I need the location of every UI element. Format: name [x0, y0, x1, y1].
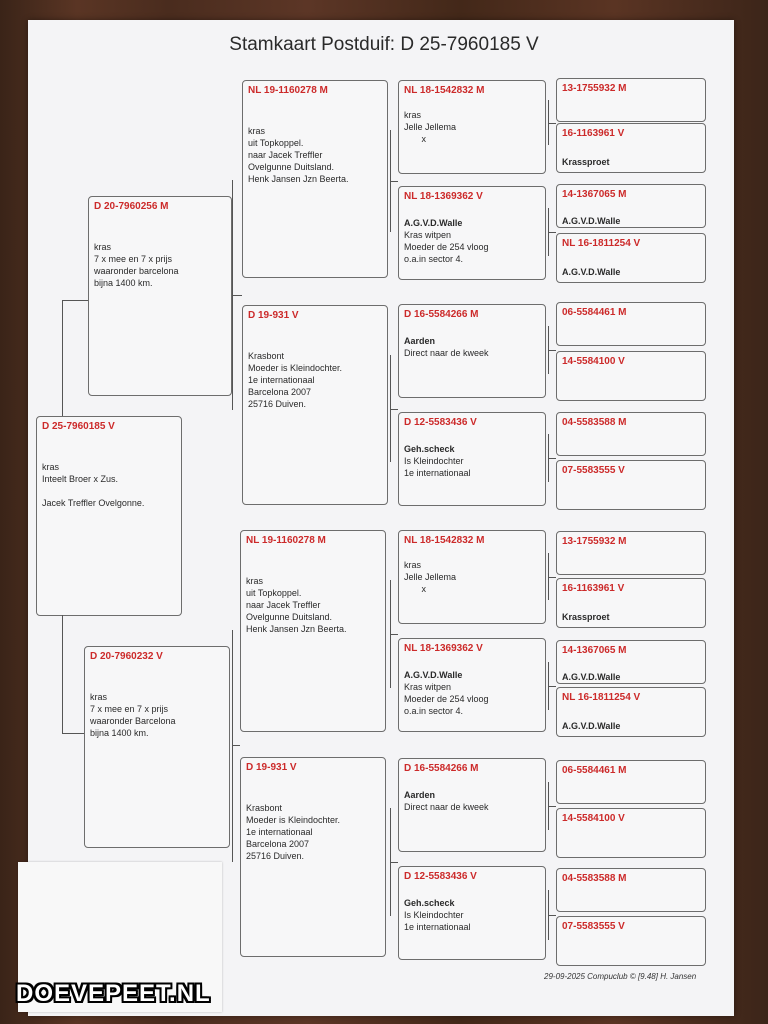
ring-number: D 19-931 V — [246, 762, 297, 773]
pedigree-note: kras — [246, 576, 264, 586]
breeder-name: Geh.scheck — [404, 444, 455, 454]
ring-number: NL 18-1542832 M — [404, 85, 485, 96]
connector-line — [548, 458, 556, 459]
pedigree-subject — [36, 416, 182, 616]
ring-number: 07-5583555 V — [562, 921, 625, 932]
pedigree-note: Jelle Jellema — [404, 572, 457, 582]
pedigree-note: 7 x mee en 7 x prijs — [94, 254, 173, 264]
connector-line — [62, 615, 63, 733]
pedigree-note: Moeder is Kleindochter. — [246, 815, 341, 825]
pedigree-note: Ovelgunne Duitsland. — [246, 612, 333, 622]
pedigree-note: 1e internationaal — [248, 375, 315, 385]
pedigree-great-great-grandparent — [556, 184, 706, 228]
breeder-name: Krassproet — [562, 612, 610, 622]
pedigree-grandparent — [240, 530, 386, 732]
breeder-name: A.G.V.D.Walle — [562, 672, 621, 682]
connector-line — [390, 409, 398, 410]
pedigree-note: 25716 Duiven. — [248, 399, 307, 409]
connector-line — [232, 630, 233, 862]
ring-number: 16-1163961 V — [562, 128, 625, 139]
pedigree-note: Is Kleindochter — [404, 456, 464, 466]
ring-number: 06-5584461 M — [562, 307, 627, 318]
pedigree-note: Henk Jansen Jzn Beerta. — [248, 174, 349, 184]
connector-line — [548, 350, 556, 351]
ring-number: 13-1755932 M — [562, 536, 627, 547]
pedigree-great-grandparent — [398, 412, 546, 506]
pedigree-note: o.a.in sector 4. — [404, 254, 464, 264]
connector-line — [548, 232, 556, 233]
pedigree-note: Moeder is Kleindochter. — [248, 363, 343, 373]
pedigree-great-great-grandparent — [556, 760, 706, 804]
connector-line — [390, 181, 398, 182]
pedigree-great-great-grandparent — [556, 233, 706, 283]
connector-line — [232, 295, 242, 296]
footer-credit: 29-09-2025 Compuclub © [9.48] H. Jansen — [544, 972, 697, 981]
pedigree-great-great-grandparent — [556, 531, 706, 575]
pedigree-great-great-grandparent — [556, 916, 706, 966]
connector-line — [548, 806, 556, 807]
pedigree-great-great-grandparent — [556, 351, 706, 401]
pedigree-great-grandparent — [398, 304, 546, 398]
ring-number: 16-1163961 V — [562, 583, 625, 594]
pedigree-great-grandparent — [398, 530, 546, 624]
pedigree-note: waaronder Barcelona — [90, 716, 176, 726]
connector-line — [548, 577, 556, 578]
pedigree-great-grandparent — [398, 186, 546, 280]
ring-number: NL 19-1160278 M — [248, 85, 328, 96]
connector-line — [548, 123, 556, 124]
pedigree-grandparent — [242, 305, 388, 505]
pedigree-note: Moeder de 254 vloog — [404, 242, 489, 252]
pedigree-note: Inteelt Broer x Zus. — [42, 474, 119, 484]
ring-number: D 12-5583436 V — [404, 871, 477, 882]
pedigree-note: Direct naar de kweek — [404, 348, 489, 358]
breeder-name: A.G.V.D.Walle — [404, 670, 463, 680]
page-title: Stamkaart Postduif: D 25-7960185 V — [229, 34, 539, 55]
pedigree-great-grandparent — [398, 638, 546, 732]
breeder-name: A.G.V.D.Walle — [562, 721, 621, 731]
connector-line — [62, 733, 84, 734]
pedigree-note: Krasbont — [246, 803, 283, 813]
pedigree-grandparent — [242, 80, 388, 278]
pedigree-great-great-grandparent — [556, 808, 706, 858]
pedigree-great-great-grandparent — [556, 640, 706, 684]
pedigree-note: Jacek Treffler Ovelgonne. — [42, 498, 145, 508]
breeder-name: Geh.scheck — [404, 898, 455, 908]
pedigree-sire — [88, 196, 232, 396]
pedigree-note: Moeder de 254 vloog — [404, 694, 489, 704]
pedigree-note: Kras witpen — [404, 682, 452, 692]
breeder-name: A.G.V.D.Walle — [562, 267, 621, 277]
ring-number: 06-5584461 M — [562, 765, 627, 776]
breeder-name: A.G.V.D.Walle — [404, 218, 463, 228]
connector-line — [62, 300, 88, 301]
pedigree-great-grandparent — [398, 758, 546, 852]
pedigree-great-great-grandparent — [556, 412, 706, 456]
ring-number: NL 18-1542832 M — [404, 535, 485, 546]
pedigree-note: uit Topkoppel. — [246, 588, 302, 598]
ring-number: D 16-5584266 M — [404, 309, 479, 320]
pedigree-grandparent — [240, 757, 386, 957]
pedigree-great-great-grandparent — [556, 687, 706, 737]
pedigree-note: naar Jacek Treffler — [246, 600, 321, 610]
ring-number: D 19-931 V — [248, 310, 299, 321]
pedigree-note: Barcelona 2007 — [246, 839, 310, 849]
pedigree-great-great-grandparent — [556, 460, 706, 510]
pedigree-great-grandparent — [398, 80, 546, 174]
pedigree-note: x — [404, 134, 427, 144]
ring-number: NL 16-1811254 V — [562, 238, 641, 249]
connector-line — [548, 915, 556, 916]
pedigree-note: kras — [248, 126, 266, 136]
pedigree-great-great-grandparent — [556, 302, 706, 346]
pedigree-note: 1e internationaal — [404, 468, 471, 478]
ring-number: 04-5583588 M — [562, 417, 627, 428]
pedigree-note: Krasbont — [248, 351, 285, 361]
pedigree-great-great-grandparent — [556, 123, 706, 173]
pedigree-note: kras — [404, 560, 422, 570]
pedigree-great-great-grandparent — [556, 78, 706, 122]
pedigree-note: bijna 1400 km. — [94, 278, 153, 288]
breeder-name: Aarden — [404, 790, 436, 800]
connector-line — [390, 634, 398, 635]
pedigree-note: 25716 Duiven. — [246, 851, 305, 861]
pedigree-note: Is Kleindochter — [404, 910, 464, 920]
ring-number: 07-5583555 V — [562, 465, 625, 476]
connector-line — [62, 300, 63, 416]
pedigree-note: waaronder barcelona — [94, 266, 179, 276]
breeder-name: Krassproet — [562, 157, 610, 167]
pedigree-note: kras — [404, 110, 422, 120]
ring-number: 04-5583588 M — [562, 873, 627, 884]
pedigree-note: kras — [90, 692, 108, 702]
pedigree-note: Kras witpen — [404, 230, 452, 240]
breeder-name: A.G.V.D.Walle — [562, 216, 621, 226]
pedigree-note: bijna 1400 km. — [90, 728, 149, 738]
pedigree-note: 1e internationaal — [246, 827, 313, 837]
pedigree-note: Henk Jansen Jzn Beerta. — [246, 624, 347, 634]
pedigree-note: x — [404, 584, 427, 594]
ring-number: 13-1755932 M — [562, 83, 627, 94]
pedigree-note: 1e internationaal — [404, 922, 471, 932]
breeder-name: Aarden — [404, 336, 436, 346]
pedigree-note: kras — [94, 242, 112, 252]
ring-number: NL 16-1811254 V — [562, 692, 641, 703]
pedigree-note: uit Topkoppel. — [248, 138, 304, 148]
pedigree-note: Ovelgunne Duitsland. — [248, 162, 335, 172]
connector-line — [548, 686, 556, 687]
ring-number: NL 18-1369362 V — [404, 643, 483, 654]
pedigree-note: Direct naar de kweek — [404, 802, 489, 812]
ring-number: NL 18-1369362 V — [404, 191, 483, 202]
ring-number: D 25-7960185 V — [42, 421, 115, 432]
ring-number: NL 19-1160278 M — [246, 535, 326, 546]
pedigree-great-grandparent — [398, 866, 546, 960]
site-watermark: DOEVEPEET.NL — [16, 980, 211, 1007]
pedigree-note: naar Jacek Treffler — [248, 150, 323, 160]
pedigree-note: kras — [42, 462, 60, 472]
connector-line — [390, 862, 398, 863]
pedigree-great-great-grandparent — [556, 868, 706, 912]
ring-number: 14-1367065 M — [562, 189, 627, 200]
ring-number: D 20-7960256 M — [94, 201, 169, 212]
pedigree-note: Jelle Jellema — [404, 122, 457, 132]
ring-number: D 16-5584266 M — [404, 763, 479, 774]
ring-number: D 20-7960232 V — [90, 651, 163, 662]
ring-number: 14-5584100 V — [562, 813, 625, 824]
ring-number: D 12-5583436 V — [404, 417, 477, 428]
connector-line — [232, 745, 240, 746]
ring-number: 14-5584100 V — [562, 356, 625, 367]
pedigree-note: o.a.in sector 4. — [404, 706, 464, 716]
pedigree-note: 7 x mee en 7 x prijs — [90, 704, 169, 714]
pedigree-great-great-grandparent — [556, 578, 706, 628]
pedigree-dam — [84, 646, 230, 848]
pedigree-note: Barcelona 2007 — [248, 387, 312, 397]
ring-number: 14-1367065 M — [562, 645, 627, 656]
